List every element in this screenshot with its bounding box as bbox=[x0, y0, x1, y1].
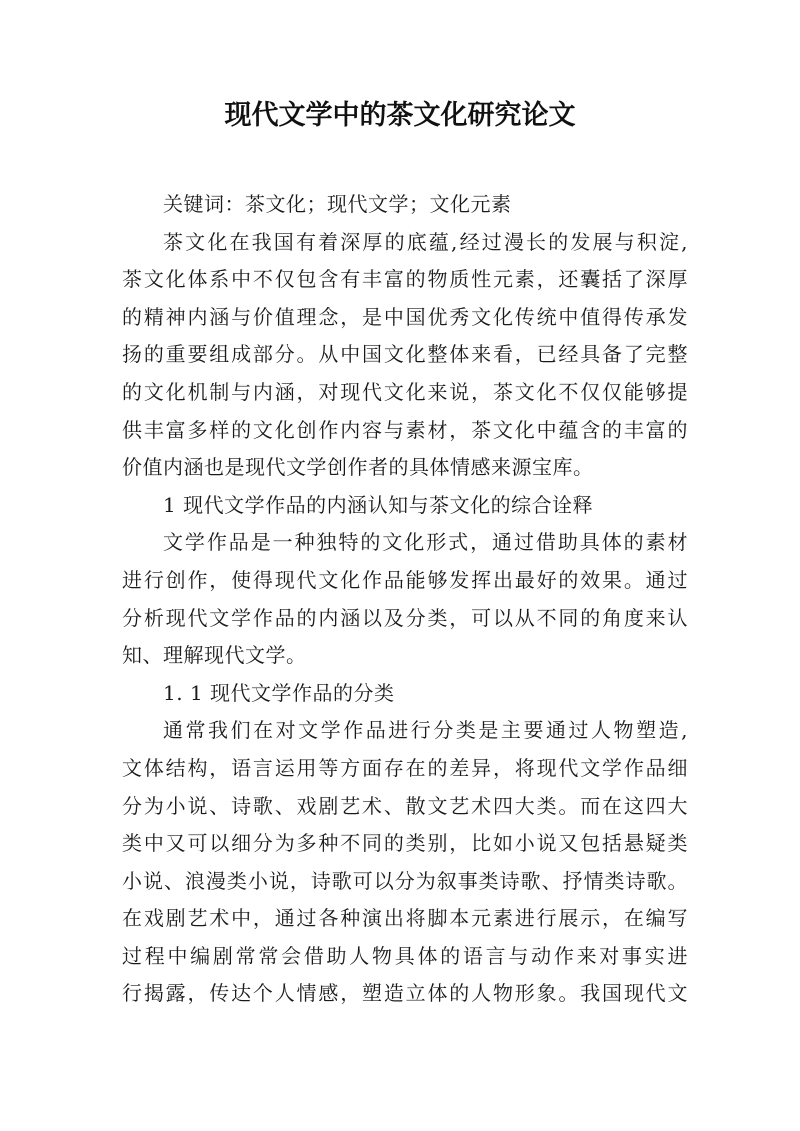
paragraph-line: 茶文化体系中不仅包含有丰富的物质性元素，还囊括了深厚 bbox=[122, 267, 688, 292]
paragraph-line: 知、理解现代文学。 bbox=[122, 643, 307, 668]
paragraph-line: 的文化机制与内涵，对现代文化来说，茶文化不仅仅能够提 bbox=[122, 379, 688, 404]
paragraph-line: 分为小说、诗歌、戏剧艺术、散文艺术四大类。而在这四大 bbox=[122, 793, 688, 818]
paragraph-line: 文学作品是一种独特的文化形式，通过借助具体的素材 bbox=[163, 530, 688, 555]
paragraph-line: 通常我们在对文学作品进行分类是主要通过人物塑造, bbox=[163, 718, 688, 743]
paragraph-line: 价值内涵也是现代文学创作者的具体情感来源宝库。 bbox=[122, 455, 594, 480]
document-title: 现代文学中的茶文化研究论文 bbox=[224, 100, 576, 131]
document-body bbox=[122, 186, 688, 1013]
paragraph-line: 扬的重要组成部分。从中国文化整体来看，已经具备了完整 bbox=[122, 342, 688, 367]
paragraph-line: 进行创作，使得现代文化作品能够发挥出最好的效果。通过 bbox=[122, 567, 688, 592]
paragraph-line: 茶文化在我国有着深厚的底蕴,经过漫长的发展与积淀, bbox=[163, 229, 688, 254]
subsection-heading: 1. 1 现代文学作品的分类 bbox=[163, 680, 395, 705]
section-heading: 1 现代文学作品的内涵认知与茶文化的综合诠释 bbox=[163, 492, 594, 517]
keywords-line: 关键词：茶文化；现代文学；文化元素 bbox=[163, 192, 512, 216]
paragraph-line: 在戏剧艺术中，通过各种演出将脚本元素进行展示，在编写 bbox=[122, 906, 688, 931]
paragraph-line: 过程中编剧常常会借助人物具体的语言与动作来对事实进 bbox=[122, 943, 688, 968]
paragraph-line: 供丰富多样的文化创作内容与素材，茶文化中蕴含的丰富的 bbox=[122, 417, 688, 442]
paragraph-line: 文体结构，语言运用等方面存在的差异，将现代文学作品细 bbox=[122, 755, 688, 780]
paragraph-line: 小说、浪漫类小说，诗歌可以分为叙事类诗歌、抒情类诗歌。 bbox=[122, 868, 688, 893]
paragraph-line: 行揭露，传达个人情感，塑造立体的人物形象。我国现代文 bbox=[122, 981, 688, 1006]
paragraph-line: 分析现代文学作品的内涵以及分类，可以从不同的角度来认 bbox=[122, 605, 688, 630]
paragraph-line: 类中又可以细分为多种不同的类别，比如小说又包括悬疑类 bbox=[122, 831, 688, 856]
paragraph-line: 的精神内涵与价值理念，是中国优秀文化传统中值得传承发 bbox=[122, 304, 688, 329]
